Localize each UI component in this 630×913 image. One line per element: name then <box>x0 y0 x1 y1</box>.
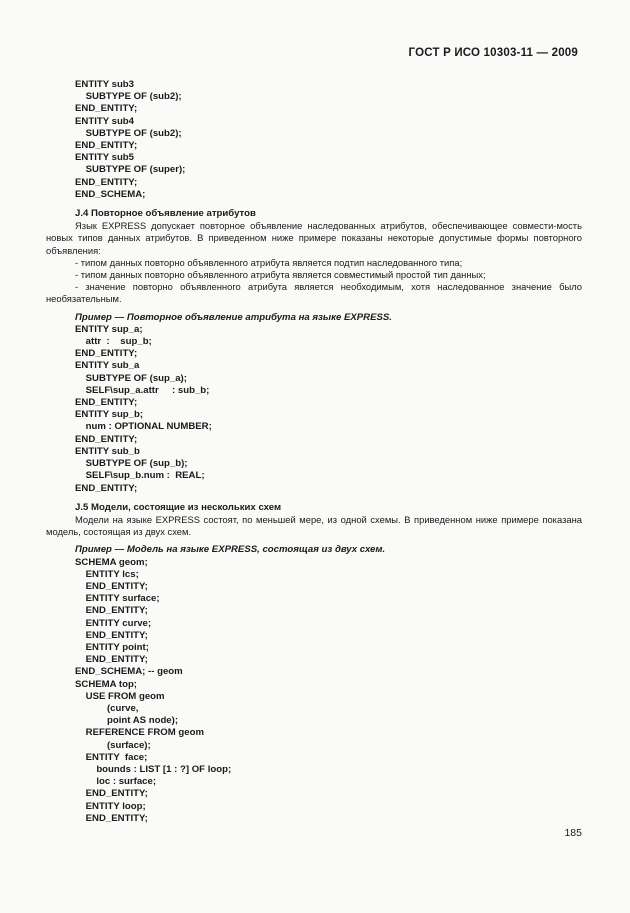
code-line: SUBTYPE OF (super); <box>75 164 186 176</box>
code-line: (surface); <box>75 739 151 751</box>
code-line: ENTITY surface; <box>75 593 160 605</box>
code-line: ENTITY sub4 <box>75 115 134 127</box>
section-j5-title: J.5 Модели, состоящие из нескольких схем <box>75 501 282 513</box>
code-line: ENTITY sup_a; <box>75 323 143 335</box>
code-line: SELF\sup_a.attr : sub_b; <box>75 384 210 396</box>
code-line: SUBTYPE OF (sub2); <box>75 127 182 139</box>
code-line: END_ENTITY; <box>75 812 148 824</box>
code-line: (curve, <box>75 702 139 714</box>
code-line: END_ENTITY; <box>75 580 148 592</box>
code-line: END_ENTITY; <box>75 788 148 800</box>
list-item: - типом данных повторно объявленного атрибута является подтип наследованного типа; <box>75 256 463 268</box>
code-line: ENTITY lcs; <box>75 568 139 580</box>
code-block-two-schemas <box>75 557 582 825</box>
code-line: END_ENTITY; <box>75 482 138 494</box>
code-line: SELF\sup_b.num : REAL; <box>75 470 205 482</box>
code-line: bounds : LIST [1 : ?] OF loop; <box>75 763 232 775</box>
code-line: SUBTYPE OF (sup_a); <box>75 372 187 384</box>
code-line: END_ENTITY; <box>75 629 148 641</box>
code-line: ENTITY face; <box>75 751 148 763</box>
code-line: ENTITY point; <box>75 641 149 653</box>
code-line: ENTITY loop; <box>75 800 146 812</box>
code-line: END_ENTITY; <box>75 103 138 115</box>
code-line: SCHEMA geom; <box>75 556 148 568</box>
code-line: SUBTYPE OF (sub2); <box>75 91 182 103</box>
code-line: END_ENTITY; <box>75 397 138 409</box>
code-line: END_SCHEMA; <box>75 188 146 200</box>
code-line: END_ENTITY; <box>75 348 138 360</box>
code-line: attr : sup_b; <box>75 336 152 348</box>
code-line: num : OPTIONAL NUMBER; <box>75 421 212 433</box>
section-j4-title: J.4 Повторное объявление атрибутов <box>75 208 256 220</box>
page-content <box>46 79 582 825</box>
code-line: END_SCHEMA; -- geom <box>75 666 183 678</box>
code-line: REFERENCE FROM geom <box>75 727 204 739</box>
section-j4-paragraph: Язык EXPRESS допускает повторное объявление наследованных атрибутов, обеспечивающее совмести-мость новых типов данных атрибутов. В приведенном ниже примере показаны некоторые допустимые формы повторного объявления: <box>46 220 582 256</box>
code-line: ENTITY sub5 <box>75 152 134 164</box>
code-line: ENTITY sub3 <box>75 79 134 90</box>
code-line: SUBTYPE OF (sup_b); <box>75 458 188 470</box>
code-line: ENTITY sup_b; <box>75 409 144 421</box>
code-block-entities <box>75 79 582 201</box>
list-item: - типом данных повторно объявленного атрибута является совместимый простой тип данных; <box>75 269 486 281</box>
code-line: END_ENTITY; <box>75 433 138 445</box>
section-j5-paragraph: Модели на языке EXPRESS состоят, по меньшей мере, из одной схемы. В приведенном ниже примере показана модель, состоящая из двух схем. <box>46 513 582 538</box>
code-line: USE FROM geom <box>75 690 165 702</box>
document-header: ГОСТ Р ИСО 10303-11 — 2009 <box>408 47 578 59</box>
code-line: END_ENTITY; <box>75 605 148 617</box>
code-line: ENTITY sub_a <box>75 360 140 372</box>
code-line: SCHEMA top; <box>75 678 137 690</box>
code-line: loc : surface; <box>75 776 157 788</box>
code-line: point AS node); <box>75 715 179 727</box>
code-block-redeclaration <box>75 324 582 495</box>
code-line: END_ENTITY; <box>75 654 148 666</box>
example-title-two-schemas: Пример — Модель на языке EXPRESS, состоящая из двух схем. <box>75 544 386 556</box>
code-line: END_ENTITY; <box>75 176 138 188</box>
page-number: 185 <box>564 827 582 839</box>
list-item: - значение повторно объявленного атрибута является необходимым, хотя наследованное значение было необязательным. <box>46 281 582 305</box>
code-line: END_ENTITY; <box>75 140 138 152</box>
code-line: ENTITY curve; <box>75 617 152 629</box>
example-title-redeclaration: Пример — Повторное объявление атрибута на языке EXPRESS. <box>75 311 392 323</box>
code-line: ENTITY sub_b <box>75 445 140 457</box>
